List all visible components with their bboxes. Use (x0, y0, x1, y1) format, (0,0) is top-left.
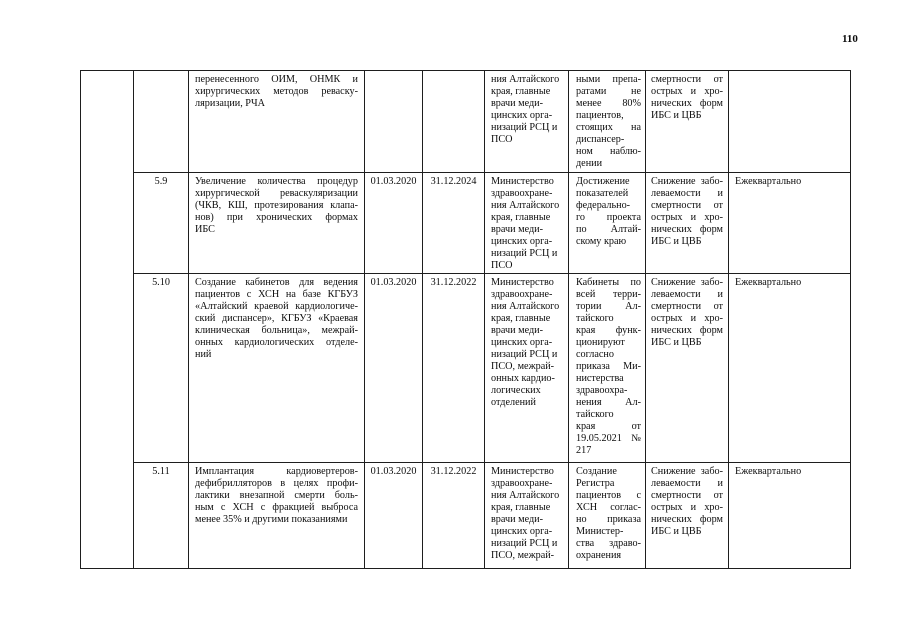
cell-text-line: острых и хро- (651, 212, 723, 223)
result-cell (569, 274, 646, 463)
cell-text-line: Регистра (576, 478, 615, 489)
cell-text-line: клиническая больница», межрай- (195, 325, 358, 336)
description-cell (189, 71, 365, 173)
cell-text-line: по Алтай- (576, 224, 641, 235)
periodicity-cell: Ежеквартально (729, 463, 851, 569)
cell-text-line: ПСО, межрай- (491, 550, 555, 561)
cell-text-line: ИБС (195, 224, 215, 235)
cell-text-line: края, главные (491, 212, 551, 223)
cell-text-line: цинских орга- (491, 110, 553, 121)
start-date-cell: 01.03.2020 (365, 173, 423, 274)
cell-text-line: ПСО (491, 260, 513, 271)
cell-text-line: всей терри- (576, 289, 641, 300)
cell-text-line: ний (195, 349, 212, 360)
start-date-cell: 01.03.2020 (365, 463, 423, 569)
cell-text-line: Снижение забо- (651, 466, 723, 477)
cell-text-line: ИБС и ЦВБ (651, 236, 702, 247)
end-date-cell: 31.12.2024 (423, 173, 485, 274)
cell-text-line: федерально- (576, 200, 631, 211)
cell-text-line: края, главные (491, 313, 551, 324)
row-number-cell: 5.11 (134, 463, 189, 569)
effect-cell (646, 173, 729, 274)
cell-text-line: пациентов, (576, 110, 624, 121)
cell-text-line: Снижение забо- (651, 176, 723, 187)
cell-text-line: тории Ал- (576, 301, 641, 312)
cell-text-line: Министерство (491, 466, 554, 477)
cell-text-line: Министерство (491, 176, 554, 187)
cell-text-line: Министер- (576, 526, 624, 537)
cell-text-line: охранения (576, 550, 622, 561)
cell-text-line: отделений (491, 397, 536, 408)
start-date-cell (365, 71, 423, 173)
cell-text-line: края от (576, 421, 641, 432)
cell-text-line: го проекта (576, 212, 641, 223)
cell-text-line: ПСО, межрай- (491, 361, 555, 372)
cell-text-line: леваемости и (651, 188, 723, 199)
cell-text-line: цинских орга- (491, 526, 553, 537)
cell-text-line: Достижение (576, 176, 630, 187)
cell-text-line: смертности от (651, 200, 723, 211)
cell-text-line: нических форм (651, 325, 723, 336)
table-row (81, 71, 851, 173)
cell-text-line: приказа Ми- (576, 361, 641, 372)
cell-text-line: смертности от (651, 74, 723, 85)
cell-text-line: стоящих на (576, 122, 641, 133)
cell-text-line: здравоохране- (491, 478, 553, 489)
responsible-cell (485, 463, 569, 569)
cell-text-line: онных кардиологических отделе- (195, 337, 358, 348)
cell-text-line: смертности от (651, 490, 723, 501)
cell-text-line: ИБС и ЦВБ (651, 110, 702, 121)
responsible-cell (485, 274, 569, 463)
table-row (81, 274, 851, 463)
cell-text-line: согласно (576, 349, 614, 360)
cell-text-line: цинских орга- (491, 236, 553, 247)
effect-cell (646, 71, 729, 173)
cell-text-line: Создание (576, 466, 617, 477)
cell-text-line: здравоохране- (491, 289, 553, 300)
effect-cell (646, 274, 729, 463)
description-cell (189, 463, 365, 569)
row-number-cell: 5.10 (134, 274, 189, 463)
effect-cell (646, 463, 729, 569)
cell-text-line: здравоохра- (576, 385, 628, 396)
cell-text-line: менее 35% и другими показаниями (195, 514, 348, 525)
row-number-cell: 5.9 (134, 173, 189, 274)
cell-text-line: ИБС и ЦВБ (651, 337, 702, 348)
cell-text-line: врачи меди- (491, 224, 544, 235)
cell-text-line: края функ- (576, 325, 641, 336)
cell-text-line: диспансер- (576, 134, 625, 145)
end-date-cell: 31.12.2022 (423, 274, 485, 463)
cell-text-line: дефибрилляторов в целях профи- (195, 478, 358, 489)
cell-text-line: ным с ХСН с фракцией выброса (195, 502, 358, 513)
cell-text-line: Снижение забо- (651, 277, 723, 288)
cell-text-line: ния Алтайского (491, 74, 560, 85)
cell-text-line: ния Алтайского (491, 301, 560, 312)
cell-text-line: острых и хро- (651, 86, 723, 97)
table-row (81, 173, 851, 274)
cell-text-line: врачи меди- (491, 514, 544, 525)
cell-text-line: 19.05.2021 № (576, 433, 641, 444)
responsible-cell (485, 71, 569, 173)
cell-text-line: низаций РСЦ и (491, 538, 558, 549)
merged-blank-cell (81, 71, 134, 569)
cell-text-line: онных кардио- (491, 373, 555, 384)
cell-text-line: врачи меди- (491, 325, 544, 336)
cell-text-line: ХСН соглас- (576, 502, 641, 513)
description-cell (189, 274, 365, 463)
result-cell (569, 173, 646, 274)
cell-text-line: врачи меди- (491, 98, 544, 109)
cell-text-line: пациентов с ХСН на базе КГБУЗ (195, 289, 358, 300)
cell-text-line: Создание кабинетов для ведения (195, 277, 358, 288)
cell-text-line: хирургической реваскуляризации (195, 188, 358, 199)
cell-text-line: Министерство (491, 277, 554, 288)
end-date-cell (423, 71, 485, 173)
cell-text-line: края, главные (491, 502, 551, 513)
periodicity-cell: Ежеквартально (729, 173, 851, 274)
cell-text-line: смертности от (651, 301, 723, 312)
cell-text-line: леваемости и (651, 289, 723, 300)
cell-text-line: цинских орга- (491, 337, 553, 348)
cell-text-line: но приказа (576, 514, 641, 525)
cell-text-line: нических форм (651, 98, 723, 109)
cell-text-line: леваемости и (651, 478, 723, 489)
cell-text-line: нистерства (576, 373, 624, 384)
cell-text-line: ИБС и ЦВБ (651, 526, 702, 537)
cell-text-line: нения Ал- (576, 397, 641, 408)
responsible-cell (485, 173, 569, 274)
cell-text-line: низаций РСЦ и (491, 122, 558, 133)
cell-text-line: нических форм (651, 224, 723, 235)
cell-text-line: логических (491, 385, 541, 396)
description-cell (189, 173, 365, 274)
cell-text-line: ский диспансер», КГБУЗ «Краевая (195, 313, 358, 324)
cell-text-line: здравоохране- (491, 188, 553, 199)
cell-text-line: лактики внезапной смерти боль- (195, 490, 358, 501)
cell-text-line: ства здраво- (576, 538, 641, 549)
cell-text-line: острых и хро- (651, 502, 723, 513)
measures-table (80, 70, 851, 569)
cell-text-line: показателей (576, 188, 629, 199)
cell-text-line: края, главные (491, 86, 551, 97)
cell-text-line: (ЧКВ, КШ, протезирования клапа- (195, 200, 358, 211)
cell-text-line: менее 80% (576, 98, 641, 109)
cell-text-line: острых и хро- (651, 313, 723, 324)
cell-text-line: ными препа- (576, 74, 641, 85)
cell-text-line: ратами не (576, 86, 641, 97)
cell-text-line: хирургических методов реваску- (195, 86, 358, 97)
cell-text-line: дении (576, 158, 603, 169)
cell-text-line: ния Алтайского (491, 490, 560, 501)
cell-text-line: Кабинеты по (576, 277, 641, 288)
periodicity-cell (729, 71, 851, 173)
cell-text-line: нов) при хронических формах (195, 212, 358, 223)
cell-text-line: низаций РСЦ и (491, 349, 558, 360)
cell-text-line: скому краю (576, 236, 627, 247)
cell-text-line: «Алтайский краевой кардиологиче- (195, 301, 358, 312)
cell-text-line: 217 (576, 445, 592, 456)
start-date-cell: 01.03.2020 (365, 274, 423, 463)
cell-text-line: Увеличение количества процедур (195, 176, 358, 187)
cell-text-line: пациентов с (576, 490, 641, 501)
table-row (81, 463, 851, 569)
cell-text-line: ционируют (576, 337, 625, 348)
cell-text-line: нических форм (651, 514, 723, 525)
page-number: 110 (842, 33, 858, 45)
result-cell (569, 71, 646, 173)
cell-text-line: ния Алтайского (491, 200, 560, 211)
cell-text-line: ном наблю- (576, 146, 641, 157)
cell-text-line: ляризации, РЧА (195, 98, 265, 109)
cell-text-line: Имплантация кардиовертеров- (195, 466, 358, 477)
cell-text-line: перенесенного ОИМ, ОНМК и (195, 74, 358, 85)
periodicity-cell: Ежеквартально (729, 274, 851, 463)
cell-text-line: тайского (576, 409, 614, 420)
result-cell (569, 463, 646, 569)
end-date-cell: 31.12.2022 (423, 463, 485, 569)
cell-text-line: низаций РСЦ и (491, 248, 558, 259)
cell-text-line: тайского (576, 313, 614, 324)
row-number-cell (134, 71, 189, 173)
cell-text-line: ПСО (491, 134, 513, 145)
